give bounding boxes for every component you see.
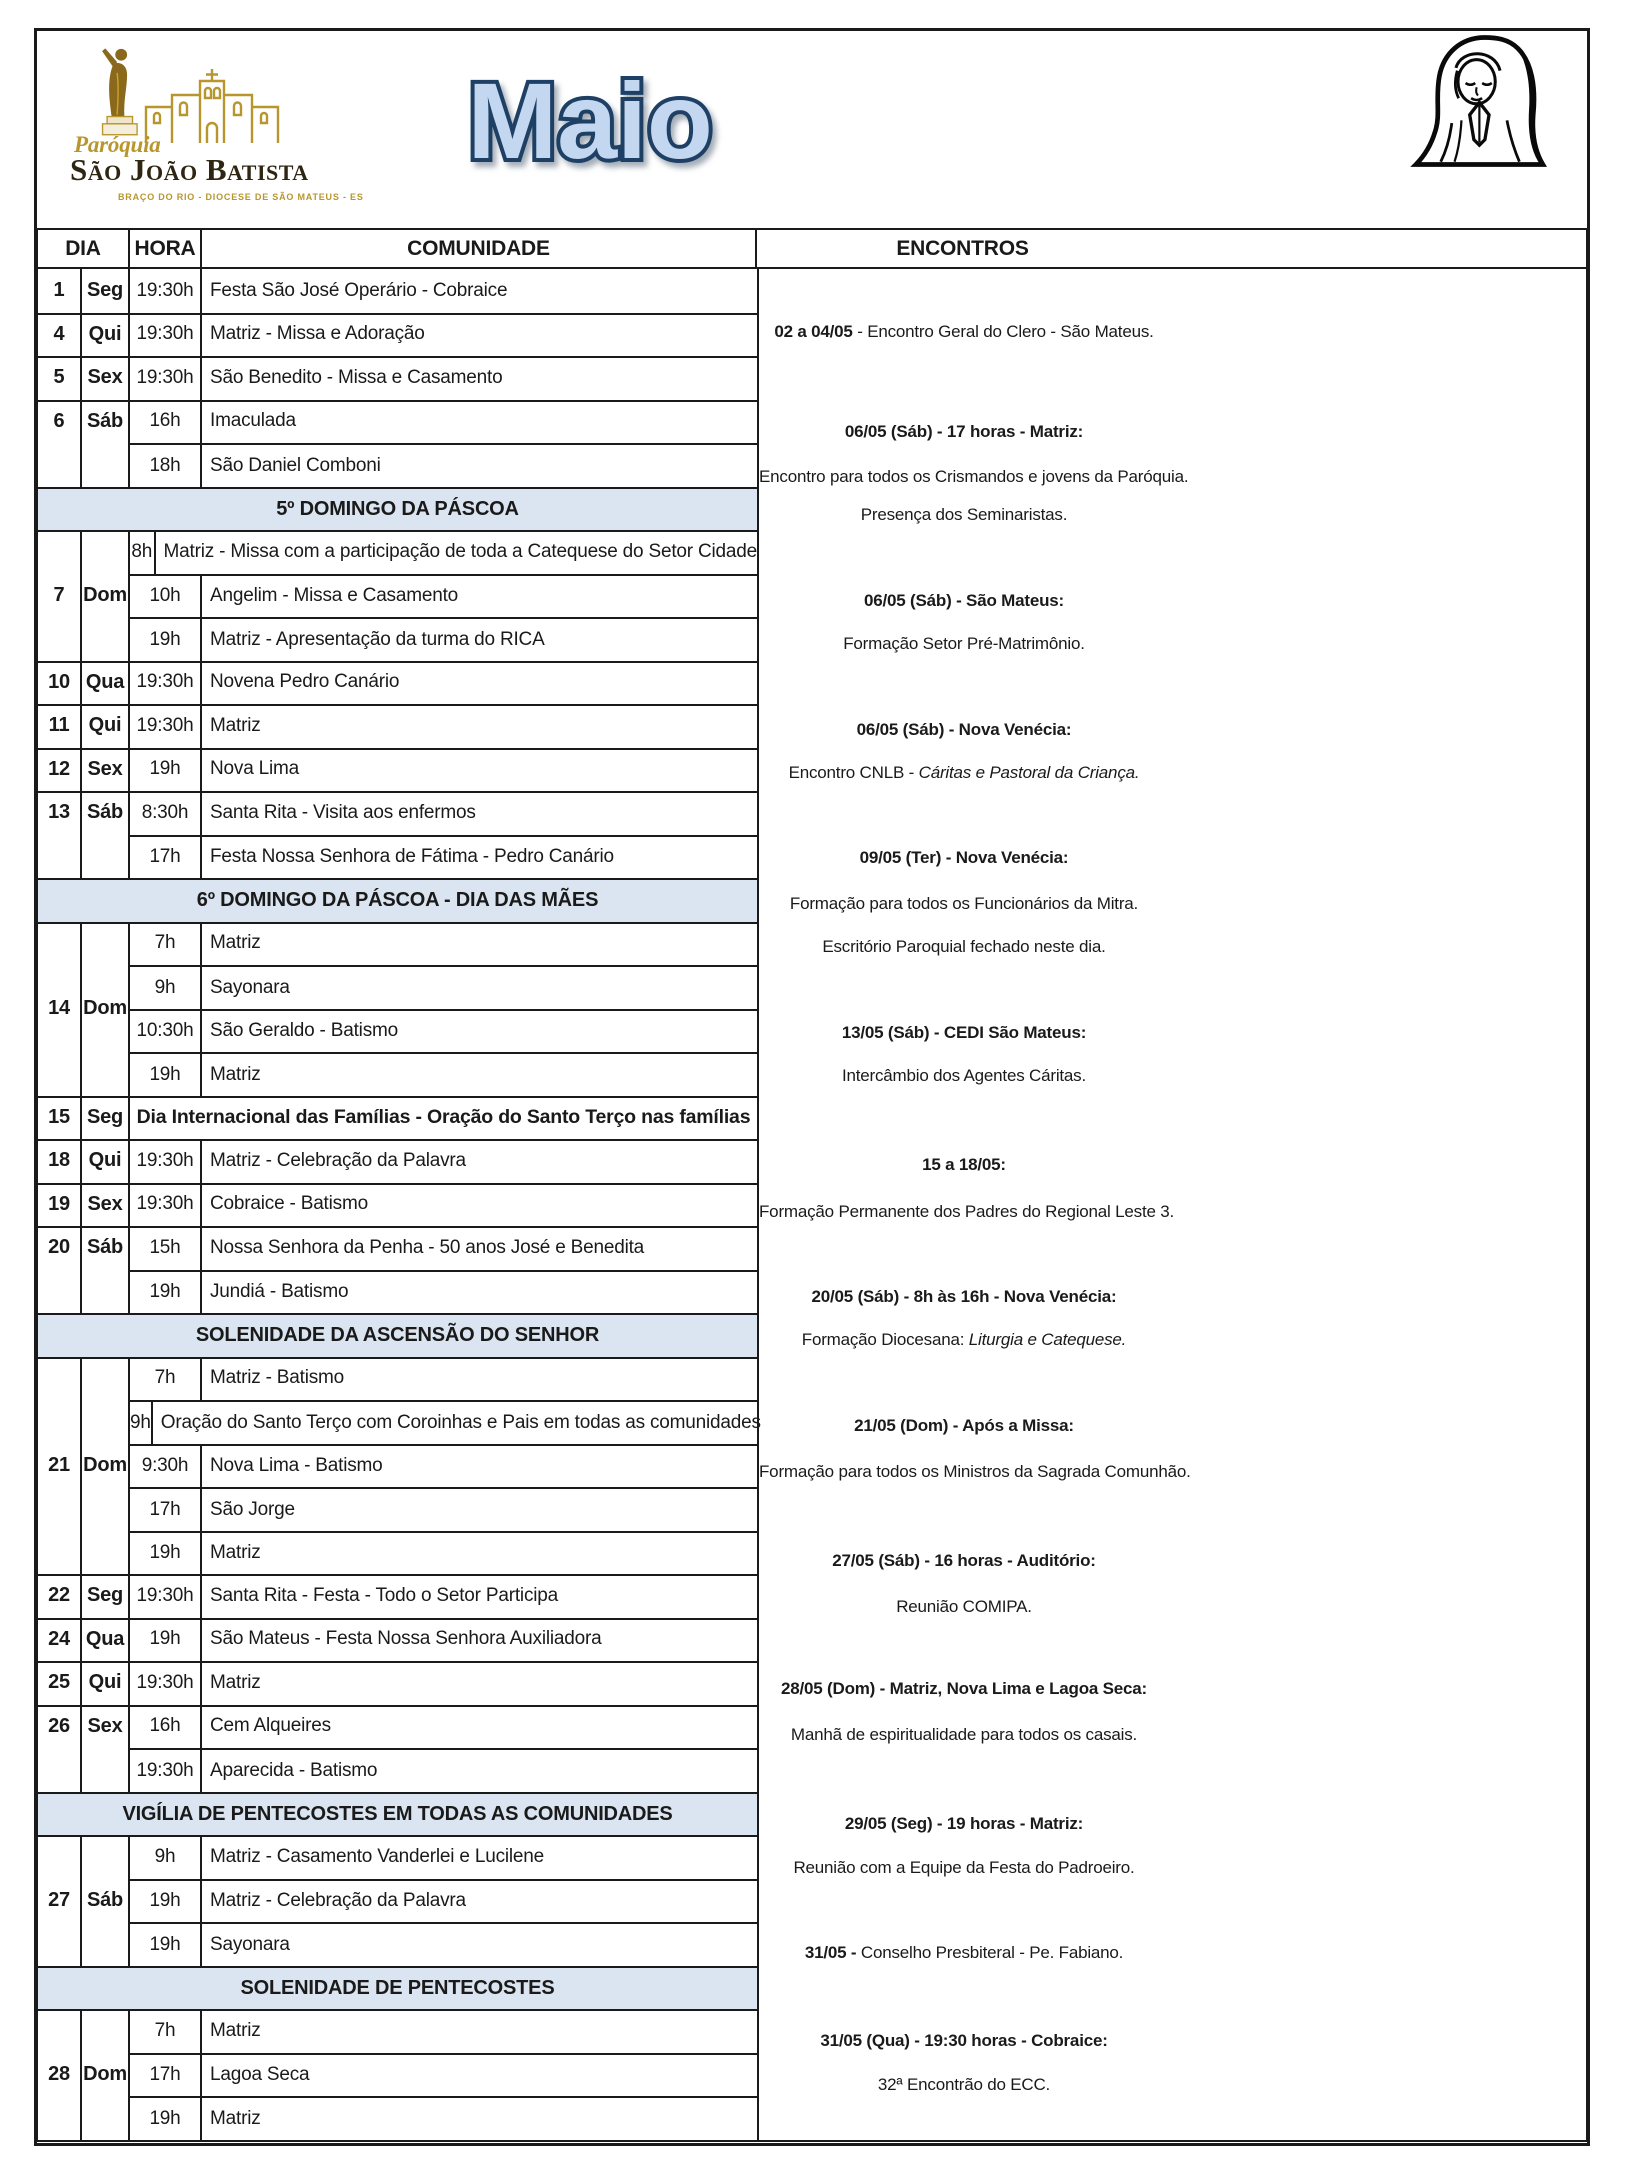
mary-line-art: [1388, 32, 1568, 170]
day-of-week-cell: Seg: [82, 1574, 130, 1618]
special-day-note: Dia Internacional das Famílias - Oração do Santo Terço nas famílias: [136, 1105, 751, 1128]
schedule-grid: [38, 269, 759, 2140]
day-number-cell: 11: [38, 704, 82, 748]
encontro-line: 31/05 (Qua) - 19:30 horas - Cobraice:: [820, 2031, 1108, 2050]
encontro-line: Formação Permanente dos Padres do Regional Leste 3.: [759, 1202, 1175, 1221]
encontro-line: 32ª Encontrão do ECC.: [877, 2075, 1051, 2094]
day-number-cell: 12: [38, 748, 82, 792]
comunidade-cell: Matriz - Batismo: [210, 1367, 345, 1389]
hora-cell: 19h: [130, 1881, 202, 1923]
section-band: 5º DOMINGO DA PÁSCOA: [38, 487, 757, 531]
hora-cell: 17h: [130, 2055, 202, 2097]
parish-name: São João Batista: [70, 152, 309, 187]
hora-cell: 19h: [130, 2098, 202, 2140]
hora-cell: 19h: [130, 1054, 202, 1096]
comunidade-cell: Matriz: [210, 932, 261, 954]
encontro-line: Escritório Paroquial fechado neste dia.: [822, 937, 1106, 956]
hora-cell: 19:30h: [130, 1139, 202, 1183]
day-number-cell: 13: [38, 791, 82, 878]
day-of-week-cell: Sáb: [82, 400, 130, 487]
hora-cell: 9:30h: [130, 1446, 202, 1488]
schedule-row: [130, 1661, 757, 1705]
day-number-cell: 26: [38, 1705, 82, 1792]
comunidade-cell: Cem Alqueires: [210, 1715, 331, 1737]
day-number-cell: 7: [38, 530, 82, 661]
comunidade-cell: Matriz: [210, 2019, 261, 2041]
comunidade-cell: Aparecida - Batismo: [210, 1759, 378, 1781]
schedule-row: [130, 835, 757, 879]
schedule-row: [130, 1183, 757, 1227]
hora-cell: 7h: [130, 2009, 202, 2053]
day-number-cell: 6: [38, 400, 82, 487]
schedule-row: [130, 400, 757, 444]
day-of-week-cell: Qui: [82, 1661, 130, 1705]
day-number-cell: 4: [38, 313, 82, 357]
header-dia: DIA: [38, 230, 130, 267]
comunidade-cell: Lagoa Seca: [210, 2064, 310, 2086]
comunidade-cell: São Geraldo - Batismo: [210, 1020, 398, 1042]
schedule-row: [130, 269, 757, 313]
comunidade-cell: Nova Lima: [210, 758, 300, 780]
schedule-row: [130, 922, 757, 966]
schedule-row: [130, 1748, 757, 1792]
encontro-line: Reunião com a Equipe da Festa do Padroeiro.: [793, 1858, 1135, 1877]
table-header-row: [38, 230, 1586, 269]
day-number-cell: 5: [38, 356, 82, 400]
header-comunidade: COMUNIDADE: [202, 230, 757, 267]
header-hora: HORA: [130, 230, 202, 267]
table-body: [38, 269, 1586, 2140]
hora-cell: 19:30h: [130, 1661, 202, 1705]
comunidade-cell: Imaculada: [210, 410, 296, 432]
encontro-line: Formação para todos os Ministros da Sagrada Comunhão.: [759, 1462, 1191, 1481]
schedule-row: [130, 617, 757, 661]
hora-cell: 19:30h: [130, 1183, 202, 1227]
hora-cell: 19h: [130, 1618, 202, 1662]
hora-cell: 10h: [130, 576, 202, 618]
schedule-row: [130, 1009, 757, 1053]
hora-cell: 19:30h: [130, 1750, 202, 1792]
comunidade-cell: Angelim - Missa e Casamento: [210, 585, 459, 607]
schedule-row: [130, 313, 757, 357]
encontro-line: Intercâmbio dos Agentes Cáritas.: [841, 1066, 1086, 1085]
hora-cell: 19h: [130, 619, 202, 661]
month-title-text: Maio: [467, 60, 713, 181]
encontro-line: 06/05 (Sáb) - São Mateus:: [863, 591, 1064, 610]
day-of-week-cell: Sex: [82, 1705, 130, 1792]
schedule-row: [130, 965, 757, 1009]
hora-cell: 19:30h: [130, 661, 202, 705]
hora-cell: 19:30h: [130, 1574, 202, 1618]
comunidade-cell: Festa Nossa Senhora de Fátima - Pedro Canário: [210, 846, 614, 868]
schedule-row: [130, 1357, 757, 1401]
day-of-week-cell: Dom: [82, 1357, 130, 1575]
comunidade-cell: Matriz: [210, 1063, 261, 1085]
day-of-week-cell: Qua: [82, 1618, 130, 1662]
schedule-row: [130, 1487, 757, 1531]
comunidade-cell: Nossa Senhora da Penha - 50 anos José e Benedita: [210, 1236, 645, 1258]
hora-cell: 18h: [130, 445, 202, 487]
comunidade-cell: Oração do Santo Terço com Coroinhas e Pais em todas as comunidades: [160, 1411, 761, 1433]
comunidade-cell: Matriz - Apresentação da turma do RICA: [210, 628, 545, 650]
hora-cell: 8:30h: [130, 791, 202, 835]
hora-cell: 19:30h: [130, 269, 202, 313]
encontro-line: 20/05 (Sáb) - 8h às 16h - Nova Venécia:: [811, 1287, 1117, 1306]
encontro-line: 21/05 (Dom) - Após a Missa:: [854, 1416, 1074, 1435]
schedule-row: [130, 704, 757, 748]
schedule-row: [130, 1052, 757, 1096]
section-band: 6º DOMINGO DA PÁSCOA - DIA DAS MÃES: [38, 878, 757, 922]
hora-cell: 19:30h: [130, 356, 202, 400]
encontro-line: 15 a 18/05:: [922, 1155, 1006, 1174]
header-encontros: ENCONTROS: [896, 236, 1029, 260]
comunidade-cell: São Jorge: [210, 1498, 295, 1520]
encontro-line: Formação Diocesana: Liturgia e Catequese.: [801, 1330, 1127, 1349]
comunidade-cell: São Daniel Comboni: [210, 454, 381, 476]
schedule-row: [130, 1226, 757, 1270]
day-number-cell: 14: [38, 922, 82, 1096]
schedule-row: [130, 1618, 757, 1662]
schedule-row: [130, 1096, 757, 1140]
hora-cell: 19:30h: [130, 313, 202, 357]
encontro-line: Formação Setor Pré-Matrimônio.: [843, 634, 1085, 653]
day-number-cell: 28: [38, 2009, 82, 2140]
schedule-row: [130, 661, 757, 705]
hora-cell: 19h: [130, 1924, 202, 1966]
day-number-cell: 15: [38, 1096, 82, 1140]
schedule-row: [130, 1400, 761, 1444]
day-number-cell: 18: [38, 1139, 82, 1183]
schedule-row: [130, 748, 757, 792]
day-of-week-cell: Dom: [82, 530, 130, 661]
hora-cell: 17h: [130, 1489, 202, 1531]
day-number-cell: 10: [38, 661, 82, 705]
comunidade-cell: Jundiá - Batismo: [210, 1281, 349, 1303]
encontro-line: 02 a 04/05 - Encontro Geral do Clero - São Mateus.: [774, 322, 1154, 341]
month-title: [420, 40, 760, 200]
day-of-week-cell: Sex: [82, 748, 130, 792]
encontro-line: 28/05 (Dom) - Matriz, Nova Lima e Lagoa Seca:: [780, 1679, 1148, 1698]
encontro-line: Formação para todos os Funcionários da Mitra.: [789, 894, 1139, 913]
schedule-row: [130, 1531, 757, 1575]
encontro-line: Encontro CNLB - Cáritas e Pastoral da Criança.: [788, 763, 1140, 782]
encontro-line: 06/05 (Sáb) - 17 horas - Matriz:: [844, 422, 1084, 441]
hora-cell: 16h: [130, 1705, 202, 1749]
comunidade-cell: Matriz - Missa e Adoração: [210, 323, 425, 345]
parish-logo: [58, 48, 364, 208]
comunidade-cell: Matriz - Celebração da Palavra: [210, 1149, 466, 1171]
schedule-row: [130, 2096, 757, 2140]
day-of-week-cell: Sex: [82, 356, 130, 400]
day-of-week-cell: Qui: [82, 1139, 130, 1183]
section-band: VIGÍLIA DE PENTECOSTES EM TODAS AS COMUNIDADES: [38, 1792, 757, 1836]
schedule-row: [130, 1705, 757, 1749]
encontro-line: 06/05 (Sáb) - Nova Venécia:: [856, 720, 1072, 739]
comunidade-cell: São Mateus - Festa Nossa Senhora Auxiliadora: [210, 1628, 602, 1650]
day-of-week-cell: Qua: [82, 661, 130, 705]
hora-cell: 19h: [130, 1272, 202, 1314]
comunidade-cell: Matriz - Celebração da Palavra: [210, 1890, 466, 1912]
day-number-cell: 20: [38, 1226, 82, 1313]
comunidade-cell: Novena Pedro Canário: [210, 671, 400, 693]
schedule-row: [130, 443, 757, 487]
comunidade-cell: Festa São José Operário - Cobraice: [210, 279, 508, 301]
comunidade-cell: Matriz - Casamento Vanderlei e Lucilene: [210, 1845, 545, 1867]
comunidade-cell: Cobraice - Batismo: [210, 1193, 368, 1215]
hora-cell: 17h: [130, 837, 202, 879]
comunidade-cell: Santa Rita - Visita aos enfermos: [210, 801, 476, 823]
day-of-week-cell: Sáb: [82, 1226, 130, 1313]
day-number-cell: 27: [38, 1835, 82, 1966]
hora-cell: 8h: [130, 530, 156, 574]
encontro-line: 27/05 (Sáb) - 16 horas - Auditório:: [832, 1551, 1096, 1570]
encontro-line: 29/05 (Seg) - 19 horas - Matriz:: [844, 1814, 1084, 1833]
day-of-week-cell: Seg: [82, 1096, 130, 1140]
comunidade-cell: Matriz - Missa com a participação de toda a Catequese do Setor Cidade: [163, 540, 757, 562]
day-number-cell: 19: [38, 1183, 82, 1227]
schedule-row: [130, 574, 757, 618]
encontro-line: 13/05 (Sáb) - CEDI São Mateus:: [841, 1023, 1087, 1042]
hora-cell: 7h: [130, 1357, 202, 1401]
hora-cell: 9h: [130, 1835, 202, 1879]
day-number-cell: 25: [38, 1661, 82, 1705]
encontro-line: 09/05 (Ter) - Nova Venécia:: [859, 848, 1069, 867]
hora-cell: 19h: [130, 1533, 202, 1575]
encontro-line: Presença dos Seminaristas.: [860, 505, 1068, 524]
schedule-row: [130, 791, 757, 835]
schedule-row: [130, 1444, 757, 1488]
parish-subtitle: BRAÇO DO RIO - DIOCESE DE SÃO MATEUS - ES: [118, 192, 364, 202]
comunidade-cell: Sayonara: [210, 976, 290, 998]
logo-script-word: Paróquia: [74, 132, 161, 157]
hora-cell: 9h: [130, 967, 202, 1009]
day-of-week-cell: Seg: [82, 269, 130, 313]
encontro-line: Manhã de espiritualidade para todos os casais.: [790, 1725, 1138, 1744]
comunidade-cell: São Benedito - Missa e Casamento: [210, 366, 503, 388]
comunidade-cell: Matriz: [210, 714, 261, 736]
hora-cell: 10:30h: [130, 1011, 202, 1053]
day-of-week-cell: Qui: [82, 313, 130, 357]
day-number-cell: 24: [38, 1618, 82, 1662]
hora-cell: 19h: [130, 748, 202, 792]
hora-cell: 9h: [130, 1402, 153, 1444]
comunidade-cell: Matriz: [210, 2107, 261, 2129]
schedule-row: [130, 1835, 757, 1879]
schedule-row: [130, 356, 757, 400]
schedule-row: [130, 1922, 757, 1966]
encontros-column: [759, 269, 1586, 2140]
schedule-row: [130, 1270, 757, 1314]
hora-cell: 16h: [130, 400, 202, 444]
day-of-week-cell: Qui: [82, 704, 130, 748]
hora-cell: 7h: [130, 922, 202, 966]
hora-cell: 19:30h: [130, 704, 202, 748]
day-number-cell: 21: [38, 1357, 82, 1575]
day-of-week-cell: Dom: [82, 2009, 130, 2140]
schedule-row: [130, 530, 757, 574]
day-of-week-cell: Sáb: [82, 1835, 130, 1966]
schedule-row: [130, 2009, 757, 2053]
comunidade-cell: Santa Rita - Festa - Todo o Setor Participa: [210, 1584, 559, 1606]
section-band: SOLENIDADE DE PENTECOSTES: [38, 1966, 757, 2010]
comunidade-cell: Matriz: [210, 1671, 261, 1693]
hora-cell: 15h: [130, 1226, 202, 1270]
day-of-week-cell: Sáb: [82, 791, 130, 878]
day-of-week-cell: Sex: [82, 1183, 130, 1227]
comunidade-cell: Matriz: [210, 1542, 261, 1564]
schedule-row: [130, 1139, 757, 1183]
schedule-row: [130, 2053, 757, 2097]
encontro-line: Encontro para todos os Crismandos e jovens da Paróquia.: [759, 467, 1189, 486]
comunidade-cell: Sayonara: [210, 1933, 290, 1955]
day-number-cell: 22: [38, 1574, 82, 1618]
encontro-line: Reunião COMIPA.: [896, 1597, 1032, 1616]
schedule-row: [130, 1879, 757, 1923]
section-band: SOLENIDADE DA ASCENSÃO DO SENHOR: [38, 1313, 757, 1357]
comunidade-cell: Nova Lima - Batismo: [210, 1455, 383, 1477]
encontro-line: 31/05 - Conselho Presbiteral - Pe. Fabiano.: [804, 1943, 1124, 1962]
day-number-cell: 1: [38, 269, 82, 313]
day-of-week-cell: Dom: [82, 922, 130, 1096]
schedule-row: [130, 1574, 757, 1618]
schedule-table: [36, 228, 1588, 2142]
